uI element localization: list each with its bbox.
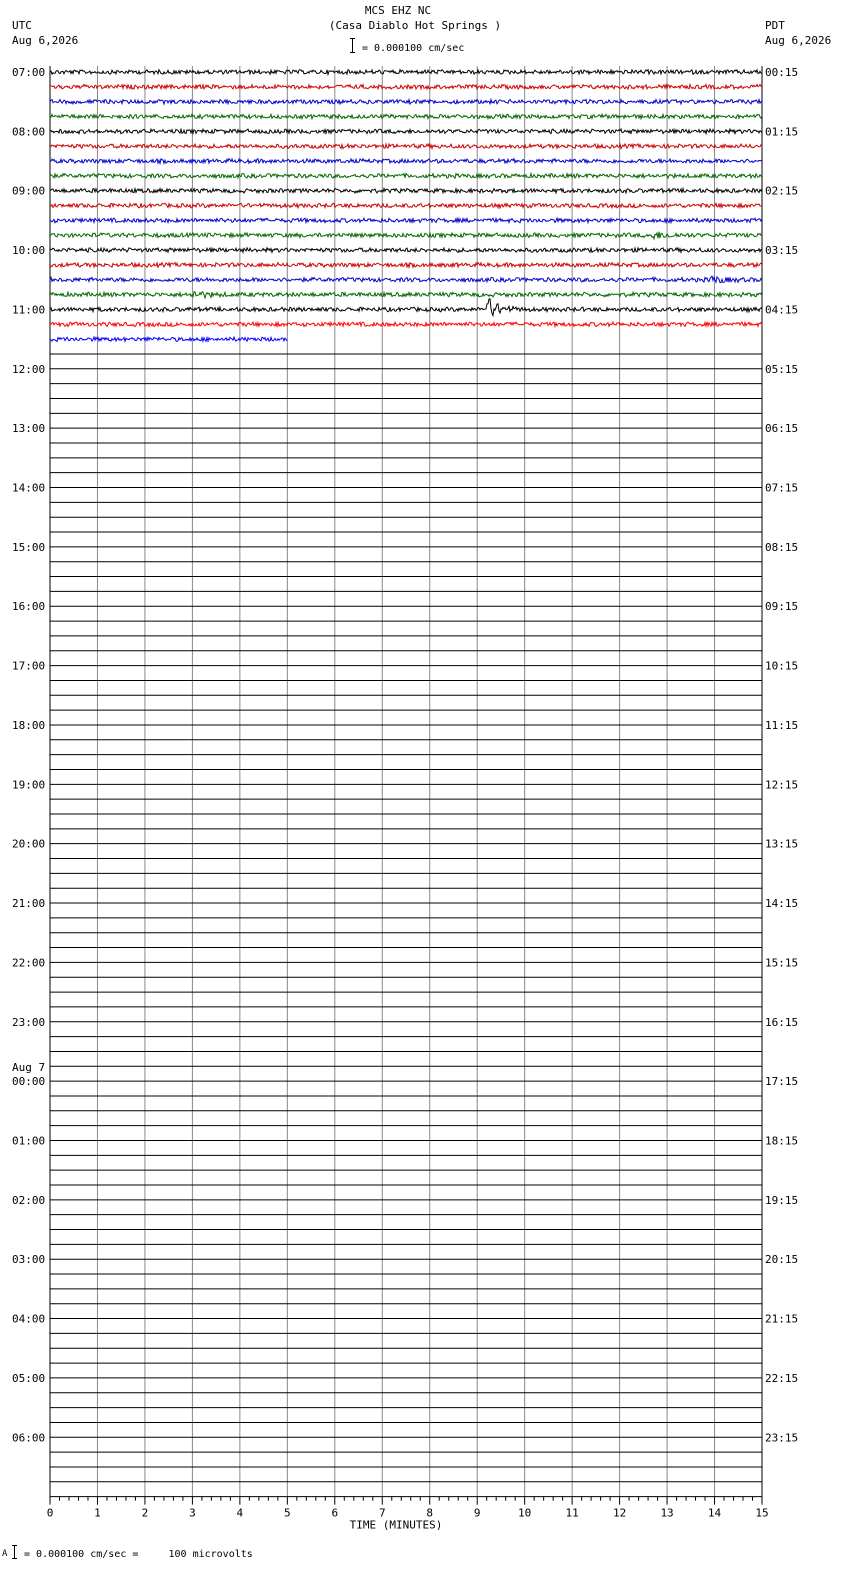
footer-scale-bar-icon [14, 1545, 21, 1559]
x-tick-label: 10 [518, 1506, 532, 1520]
trace-row-signal [50, 144, 762, 149]
trace-row-signal [50, 322, 762, 327]
left-hour-label: 12:00 [12, 362, 46, 376]
x-tick-label: 13 [660, 1506, 674, 1520]
x-axis [47, 1497, 769, 1532]
left-hour-label: 21:00 [12, 897, 46, 911]
trace-row-signal [50, 218, 762, 223]
trace-row-signal [50, 276, 762, 282]
right-hour-label: 04:15 [765, 303, 799, 317]
x-tick-label: 6 [331, 1506, 339, 1520]
left-hour-label: 10:00 [12, 244, 46, 258]
trace-row-signal [50, 203, 762, 208]
trace-row-signal [50, 100, 762, 105]
right-hour-label: 21:15 [765, 1312, 799, 1326]
trace-row-signal [50, 85, 762, 90]
left-hour-label: 18:00 [12, 718, 46, 732]
right-date: Aug 6,2026 [765, 34, 832, 47]
date-change-label: Aug 7 [12, 1061, 46, 1075]
trace-row-signal [50, 189, 762, 194]
right-hour-label: 02:15 [765, 184, 799, 198]
trace-row-signal [50, 129, 762, 134]
trace-row-signal [50, 299, 762, 316]
left-hour-label: 05:00 [12, 1371, 46, 1385]
scale-label: = 0.000100 cm/sec [362, 43, 465, 54]
left-hour-label: 17:00 [12, 659, 46, 673]
right-hour-label: 13:15 [765, 837, 799, 851]
trace-row-signal [50, 292, 762, 298]
x-tick-label: 1 [94, 1506, 101, 1520]
x-tick-label: 12 [612, 1506, 627, 1520]
right-hour-label: 06:15 [765, 422, 799, 436]
trace-row-signal [50, 174, 762, 179]
left-hour-label: 09:00 [12, 184, 46, 198]
right-hour-label: 08:15 [765, 540, 799, 554]
right-hour-label: 00:15 [765, 66, 799, 79]
right-hour-label: 05:15 [765, 362, 799, 376]
left-hour-label: 20:00 [12, 837, 46, 851]
left-hour-label: 06:00 [12, 1431, 46, 1445]
right-hour-label: 18:15 [765, 1134, 799, 1148]
trace-row-signal [50, 263, 762, 268]
left-hour-label: 01:00 [12, 1134, 46, 1148]
right-hour-label: 16:15 [765, 1015, 799, 1029]
x-tick-label: 8 [426, 1506, 434, 1520]
right-hour-label: 01:15 [765, 125, 799, 139]
left-date: Aug 6,2026 [12, 34, 79, 47]
right-hour-label: 17:15 [765, 1075, 799, 1089]
station-title: MCS EHZ NC [364, 4, 432, 17]
footer-scale-label: = 0.000100 cm/sec = 100 microvolts [24, 1549, 253, 1560]
x-tick-label: 3 [189, 1506, 196, 1520]
right-hour-label: 09:15 [765, 600, 799, 614]
right-hour-label: 03:15 [765, 244, 799, 258]
left-hour-label: 19:00 [12, 778, 46, 792]
left-hour-label: 23:00 [12, 1015, 46, 1029]
right-hour-label: 12:15 [765, 778, 799, 792]
left-hour-label: 13:00 [12, 422, 46, 436]
right-hour-label: 14:15 [765, 897, 799, 911]
x-tick-label: 5 [284, 1506, 291, 1520]
trace-row-signal [50, 70, 762, 75]
right-hour-label: 19:15 [765, 1193, 799, 1207]
left-hour-label: 22:00 [12, 956, 46, 970]
left-hour-label: 03:00 [12, 1253, 46, 1267]
right-timezone: PDT [765, 19, 785, 32]
trace-row-signal [50, 114, 762, 119]
traces [50, 70, 762, 1482]
left-hour-label: 11:00 [12, 303, 46, 317]
trace-row-signal [50, 337, 287, 342]
x-tick-label: 9 [473, 1506, 481, 1520]
x-axis-label: TIME (MINUTES) [349, 1518, 443, 1532]
left-hour-label: 16:00 [12, 600, 46, 614]
footer-scale-prefix: A [2, 1549, 8, 1559]
x-tick-label: 14 [707, 1506, 722, 1520]
x-tick-label: 15 [755, 1506, 769, 1520]
station-location: (Casa Diablo Hot Springs ) [328, 19, 502, 32]
right-hour-label: 20:15 [765, 1253, 799, 1267]
right-hour-label: 07:15 [765, 481, 799, 495]
x-tick-label: 2 [141, 1506, 149, 1520]
right-hour-label: 15:15 [765, 956, 799, 970]
left-hour-label: 07:00 [12, 66, 46, 79]
left-timezone: UTC [12, 19, 32, 32]
trace-row-signal [50, 232, 762, 239]
left-hour-label: 15:00 [12, 540, 46, 554]
right-hour-label: 11:15 [765, 718, 799, 732]
right-hour-label: 22:15 [765, 1371, 799, 1385]
x-tick-label: 7 [378, 1506, 386, 1520]
x-tick-label: 11 [565, 1506, 579, 1520]
x-tick-label: 0 [46, 1506, 54, 1520]
left-hour-label: 08:00 [12, 125, 46, 139]
right-hour-label: 23:15 [765, 1431, 799, 1445]
left-hour-label: 00:00 [12, 1075, 46, 1089]
left-hour-label: 02:00 [12, 1193, 46, 1207]
trace-row-signal [50, 159, 762, 164]
right-hour-label: 10:15 [765, 659, 799, 673]
left-hour-label: 04:00 [12, 1312, 46, 1326]
left-hour-label: 14:00 [12, 481, 46, 495]
x-tick-label: 4 [236, 1506, 244, 1520]
trace-row-signal [50, 248, 762, 253]
